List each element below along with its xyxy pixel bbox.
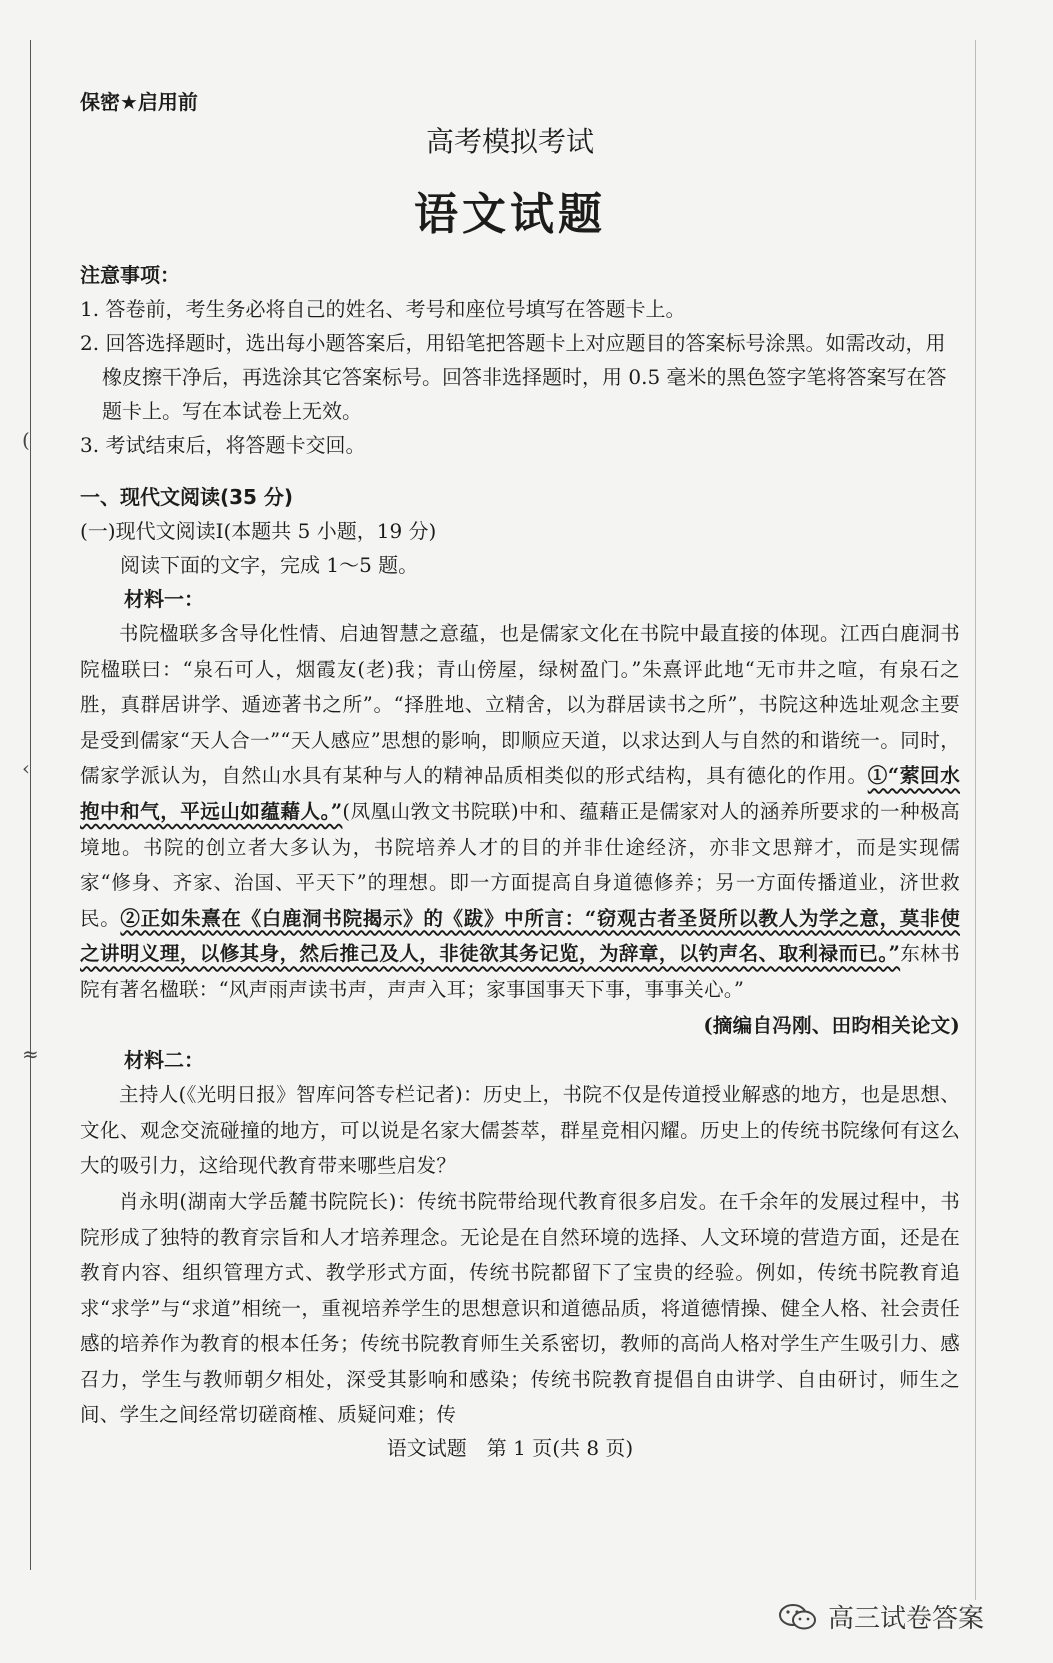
confidential-label: 保密★启用前 <box>80 90 198 114</box>
notice-item: 2. 回答选择题时，选出每小题答案后，用铅笔把答题卡上对应题目的答案标号涂黑。如需改动，用橡皮擦干净后，再选涂其它答案标号。回答非选择题时，用 0.5 毫米的黑色签字笔将答案写在答题卡上。写在本试卷上无效。 <box>80 331 947 423</box>
exam-name: 高考模拟考试 <box>425 125 594 158</box>
material-1-text <box>80 616 960 1043</box>
paragraph <box>80 616 960 1008</box>
notice-heading: 注意事项： <box>80 263 180 287</box>
source-citation: (摘编自冯刚、田昀相关论文) <box>703 1013 960 1037</box>
notice-item: 1. 答卷前，考生务必将自己的姓名、考号和座位号填写在答题卡上。 <box>80 297 686 321</box>
page-footer: 语文试题 第 1 页(共 8 页) <box>386 1436 634 1460</box>
instruction: 阅读下面的文字，完成 1～5 题。 <box>120 553 419 577</box>
material-2-text <box>80 1077 960 1433</box>
page-edge <box>975 40 976 1600</box>
text-run: (凤凰山敩文书院联)中和、蕴藉正是儒家对人的涵养所要求的一种极高境地。书院的创立者大多认为，书院培养人才的目的并非仕途经济，亦非文思辩才，而是实现儒家“修身、齐家、治国、平天下”的理想。即一方面提高自身道德修养；另一方面传播道业，济世救民。 <box>80 799 960 930</box>
material-2-label: 材料二： <box>124 1048 204 1073</box>
underlined-sentence-1: ①“萦回水抱中和气，平远山如蕴藉人。” <box>80 764 961 823</box>
notice-block <box>80 258 960 462</box>
notice-item: 3. 考试结束后，将答题卡交回。 <box>80 433 366 457</box>
text-run: 东林书院有著名楹联：“风声雨声读书声，声声入耳；家事国事天下事，事事关心。” <box>80 942 960 1001</box>
binding-mark: ( <box>22 428 30 452</box>
text-run: 书院楹联多含导化性情、启迪智慧之意蕴，也是儒家文化在书院中最直接的体现。江西白鹿洞书院楹联曰：“泉石可人，烟霞友(老)我；青山傍屋，绿树盈门。”朱熹评此地“无市井之喧，有泉石之胜，真群居讲学、遁迹著书之所”。“择胜地、立精舍，以为群居读书之所”，书院这种选址观念主要是受到儒家“天人合一”“天人感应”思想的影响，即顺应天道，以求达到人与自然的和谐统一。同时，儒家学派认为，自然山水具有某种与人的精神品质相类似的形式结构，具有德化的作用。 <box>80 622 960 788</box>
section-title: 一、现代文阅读(35 分) <box>80 485 294 509</box>
material-1-label: 材料一： <box>124 587 204 611</box>
page-title: 语文试题 <box>414 189 606 240</box>
paragraph: 主持人(《光明日报》智库问答专栏记者)：历史上，书院不仅是传道授业解惑的地方，也是思想、文化、观念交流碰撞的地方，可以说是名家大儒荟萃，群星竞相闪耀。历史上的传统书院缘何有这么大的吸引力，这给现代教育带来哪些启发？ <box>80 1083 960 1178</box>
sub-section-title: (一)现代文阅读Ⅰ(本题共 5 小题，19 分) <box>80 519 437 543</box>
watermark-text: 高三试卷答案 <box>828 1604 985 1634</box>
binding-line <box>30 40 31 1570</box>
reading-section <box>80 480 960 1433</box>
underlined-sentence-2: ②正如朱熹在《白鹿洞书院揭示》的《跋》中所言：“窃观古者圣贤所以教人为学之意，莫非使之讲明义理，以修其身，然后推己及人，非徒欲其务记览，为辞章，以钓声名、取利禄而已。” <box>80 906 960 966</box>
wechat-icon <box>778 1602 818 1632</box>
paragraph: 肖永明(湖南大学岳麓书院院长)：传统书院带给现代教育很多启发。在千余年的发展过程中，书院形成了独特的教育宗旨和人才培养理念。无论是在自然环境的选择、人文环境的营造方面，还是在教育内容、组织管理方式、教学形式方面，传统书院都留下了宝贵的经验。例如，传统书院教育追求“求学”与“求道”相统一，重视培养学生的思想意识和道德品质，将道德情操、健全人格、社会责任感的培养作为教育的根本任务；传统书院教育师生关系密切，教师的高尚人格对学生产生吸引力、感召力，学生与教师朝夕相处，深受其影响和感染；传统书院教育提倡自由讲学、自由研讨，师生之间、学生之间经常切磋商榷、质疑问难；传 <box>80 1189 960 1427</box>
watermark <box>778 1598 984 1635</box>
binding-mark: ≈ <box>22 1042 39 1066</box>
binding-mark: ‹ <box>22 756 30 780</box>
